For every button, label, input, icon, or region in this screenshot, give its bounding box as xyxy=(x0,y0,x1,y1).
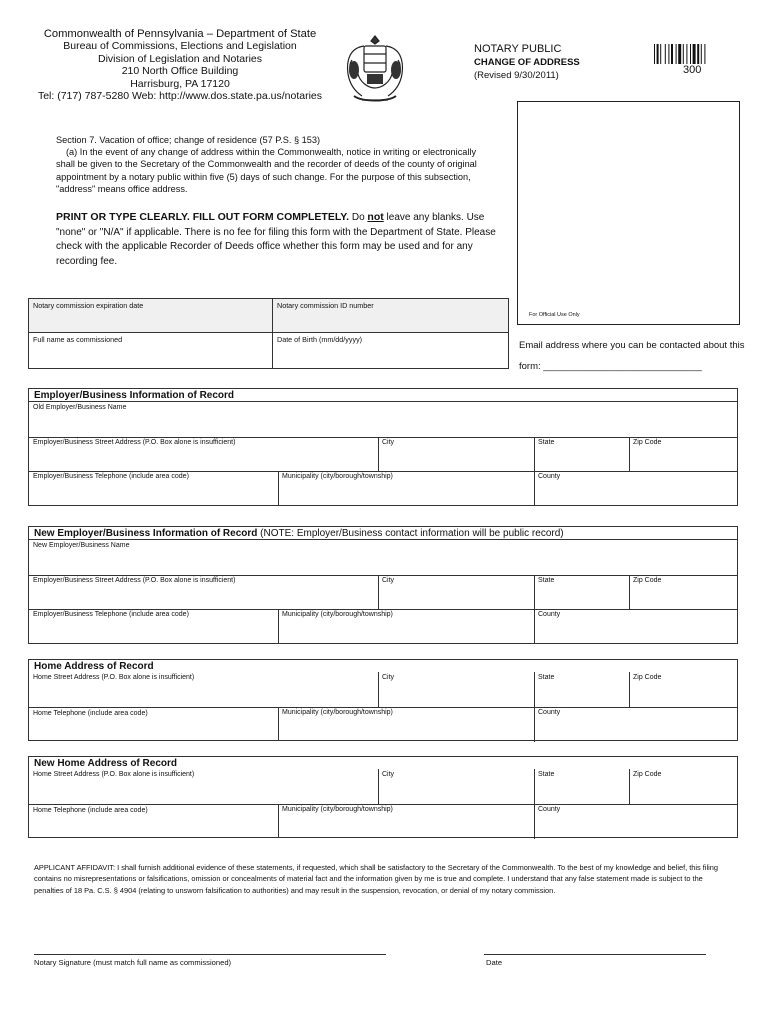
revised-date: (Revised 9/30/2011) xyxy=(474,70,559,81)
field-label: Municipality (city/borough/township) xyxy=(282,611,393,618)
county-field[interactable] xyxy=(534,804,564,815)
field-label: Home Street Address (P.O. Box alone is insufficient) xyxy=(33,674,195,681)
statute-heading: Section 7. Vacation of office; change of residence (57 P.S. § 153) xyxy=(56,135,321,145)
state-field[interactable] xyxy=(534,672,558,683)
barcode-icon xyxy=(654,44,730,64)
field-label: Employer/Business Street Address (P.O. Box alone is insufficient) xyxy=(33,439,236,446)
field-label: County xyxy=(538,473,561,480)
barcode-number: 300 xyxy=(683,64,702,76)
field-label: City xyxy=(382,439,395,446)
zip-field[interactable] xyxy=(629,769,665,780)
field-label: Date of Birth (mm/dd/yyyy) xyxy=(277,335,363,344)
section-title: Employer/Business Information of Record xyxy=(29,389,737,402)
field-label: Zip Code xyxy=(633,674,662,681)
statute-excerpt xyxy=(56,134,496,195)
instructions-do: Do xyxy=(351,212,365,223)
header-line: Commonwealth of Pennsylvania – Department of State xyxy=(43,28,317,40)
form-name: NOTARY PUBLIC xyxy=(474,43,562,55)
signature-label: Notary Signature (must match full name as commissioned) xyxy=(34,958,232,967)
field-label: Notary commission expiration date xyxy=(33,301,144,310)
city-field[interactable] xyxy=(378,672,398,683)
commission-id-field[interactable] xyxy=(272,298,509,333)
home-address-section xyxy=(28,659,738,741)
email-field[interactable]: Email address where you can be contacted about this form: ______________________________ xyxy=(519,340,745,372)
field-label: Full name as commissioned xyxy=(33,335,123,344)
official-use-box xyxy=(517,101,740,325)
field-label: State xyxy=(538,674,555,681)
zip-field[interactable] xyxy=(629,672,665,683)
state-field[interactable] xyxy=(534,575,558,586)
old-employer-section xyxy=(28,388,738,506)
field-label: State xyxy=(538,771,555,778)
date-line[interactable] xyxy=(484,954,706,955)
field-label: Home Telephone (include area code) xyxy=(33,710,148,717)
applicant-affidavit: APPLICANT AFFIDAVIT: I shall furnish additional evidence of these statements, if requested, which shall be satisfactory to the Secretary of the Commonwealth. To the best of my knowledge and belief, this filing contains no misrepresentations or falsifications, omission or concealments of material fact and the information given by me is true and complete. I understand that any false statement made is subject to the penalties of 18 Pa. C.S. § 4904 (relating to unsworn falsification to authorities) and may result in the suspension, revocation, or denial of my notary commission. xyxy=(34,863,718,895)
header-line: Bureau of Commissions, Elections and Legislation xyxy=(63,40,297,53)
field-label: Old Employer/Business Name xyxy=(33,404,127,411)
field-label: Home Street Address (P.O. Box alone is insufficient) xyxy=(33,771,195,778)
field-label: Zip Code xyxy=(633,771,662,778)
municipality-field[interactable] xyxy=(278,471,397,482)
section-title xyxy=(29,527,737,540)
county-field[interactable] xyxy=(534,609,564,620)
field-label: State xyxy=(538,439,555,446)
street-field[interactable] xyxy=(29,575,239,586)
field-label: Employer/Business Telephone (include area code) xyxy=(33,611,189,618)
state-field[interactable] xyxy=(534,769,558,780)
field-label: County xyxy=(538,611,561,618)
field-label: State xyxy=(538,577,555,584)
city-field[interactable] xyxy=(378,437,398,448)
full-name-field[interactable] xyxy=(28,332,273,369)
field-label: Municipality (city/borough/township) xyxy=(282,806,393,813)
city-field[interactable] xyxy=(378,575,398,586)
municipality-field[interactable] xyxy=(278,609,397,620)
expiration-date-field[interactable] xyxy=(28,298,273,333)
header-line: Harrisburg, PA 17120 xyxy=(130,77,230,90)
street-field[interactable] xyxy=(29,437,239,448)
pennsylvania-seal-icon xyxy=(340,30,410,110)
date-label: Date xyxy=(486,958,503,967)
new-employer-name-field[interactable] xyxy=(29,540,737,564)
signature-line[interactable] xyxy=(34,954,386,955)
field-label: Employer/Business Street Address (P.O. Box alone is insufficient) xyxy=(33,577,236,584)
section-title: Home Address of Record xyxy=(34,661,154,672)
official-use-label: For Official Use Only xyxy=(529,312,580,318)
statute-text: (a) In the event of any change of address within the Commonwealth, notice in writing or electronically shall be given to the Secretary of the Commonwealth and the recorder of deeds of the county of original appointment by a notary public within five (5) days of such change. For the purpose of this subsection, "address" means office address. xyxy=(56,147,477,194)
instructions xyxy=(56,210,496,269)
section-title-text: New Employer/Business Information of Record xyxy=(34,528,258,539)
form-title-block xyxy=(474,43,580,82)
field-label: Notary commission ID number xyxy=(277,301,374,310)
field-label: City xyxy=(382,674,395,681)
field-label: Municipality (city/borough/township) xyxy=(282,473,393,480)
field-label: County xyxy=(538,806,561,813)
field-label: County xyxy=(538,709,561,716)
county-field[interactable] xyxy=(534,471,564,482)
date-of-birth-field[interactable] xyxy=(272,332,509,369)
county-field[interactable] xyxy=(534,707,564,718)
new-home-address-section xyxy=(28,756,738,838)
old-employer-name-field[interactable] xyxy=(29,402,737,426)
telephone-field[interactable] xyxy=(29,471,193,482)
municipality-field[interactable] xyxy=(278,804,397,815)
field-label: Employer/Business Telephone (include area code) xyxy=(33,473,189,480)
home-street-field[interactable] xyxy=(29,769,198,780)
section-title: New Home Address of Record xyxy=(34,758,177,769)
city-field[interactable] xyxy=(378,769,398,780)
state-field[interactable] xyxy=(534,437,558,448)
field-label: New Employer/Business Name xyxy=(33,542,130,549)
home-street-field[interactable] xyxy=(29,672,198,683)
header-line: Tel: (717) 787-5280 Web: http://www.dos.state.pa.us/notaries xyxy=(37,90,323,103)
instructions-bold: PRINT OR TYPE CLEARLY. FILL OUT FORM COMPLETELY. xyxy=(56,211,350,223)
telephone-field[interactable] xyxy=(29,609,193,620)
zip-field[interactable] xyxy=(629,437,665,448)
header-line: Division of Legislation and Notaries xyxy=(97,52,262,65)
municipality-field[interactable] xyxy=(278,707,397,718)
zip-field[interactable] xyxy=(629,575,665,586)
agency-header xyxy=(30,28,330,102)
public-record-note: (NOTE: Employer/Business contact information will be public record) xyxy=(260,528,564,539)
field-label: Home Telephone (include area code) xyxy=(33,807,148,814)
new-employer-section xyxy=(28,526,738,644)
instructions-rest: leave any blanks. Use "none" or "N/A" if applicable. There is no fee for filing this form with the Department of State. Please check with the applicable Recorder of Deeds office whether this form may be used and for any recording fee. xyxy=(56,212,496,267)
field-label: Municipality (city/borough/township) xyxy=(282,709,393,716)
instructions-not: not xyxy=(367,211,384,223)
field-label: City xyxy=(382,577,395,584)
field-label: City xyxy=(382,771,395,778)
field-label: Zip Code xyxy=(633,439,662,446)
header-line: 210 North Office Building xyxy=(121,65,239,78)
field-label: Zip Code xyxy=(633,577,662,584)
form-title: CHANGE OF ADDRESS xyxy=(474,57,580,68)
